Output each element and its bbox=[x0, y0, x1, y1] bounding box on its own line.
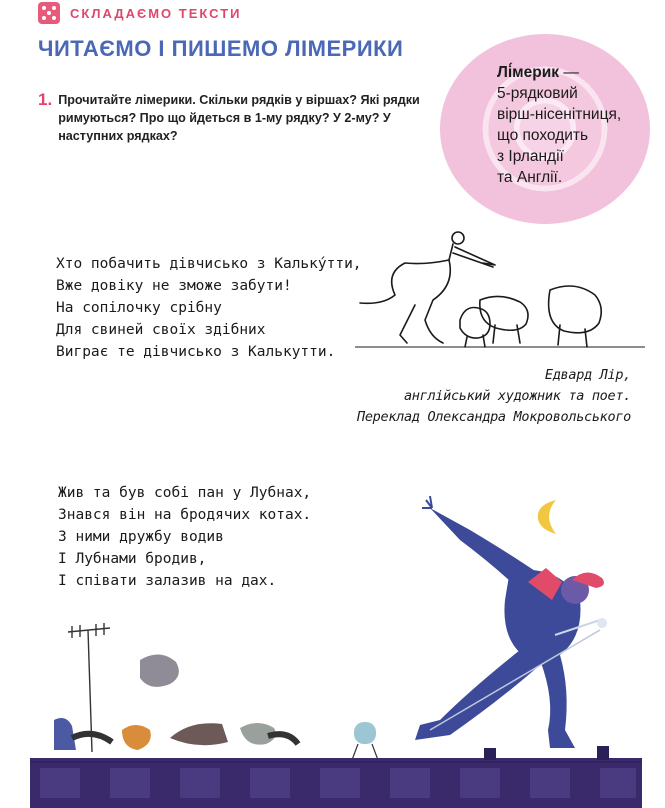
task-number: 1. bbox=[38, 90, 53, 109]
girl-with-pigs-illustration bbox=[355, 225, 645, 355]
task-text: Прочитайте лімерики. Скільки рядків у віршах? Які рядки римуються? Про що йдеться в 1-му рядку? У 2-му? У наступних рядках? bbox=[58, 93, 420, 143]
poem-line: І співати залазив на дах. bbox=[58, 573, 277, 589]
poem-line: З ними дружбу водив bbox=[58, 529, 224, 545]
section-header bbox=[38, 2, 242, 24]
poem-line: Знався він на бродячих котах. bbox=[58, 507, 312, 523]
poem-line: Жив та був собі пан у Лубнах, bbox=[58, 485, 312, 501]
poem-line: Хто побачить дівчисько з Калькýтти, bbox=[56, 256, 362, 272]
poem-line: І Лубнами бродив, bbox=[58, 551, 207, 567]
moon-icon bbox=[538, 500, 556, 534]
rooftop-cats-illustration bbox=[0, 490, 665, 808]
credits bbox=[357, 365, 631, 428]
definition-line: та Англії. bbox=[497, 169, 563, 186]
poem-line: Виграє те дівчисько з Калькутти. bbox=[56, 344, 336, 360]
dice-icon bbox=[38, 2, 60, 24]
definition-box bbox=[497, 62, 657, 188]
credit-translation: Переклад Олександра Мокровольського bbox=[357, 409, 631, 425]
definition-line: з Ірландії bbox=[497, 148, 564, 165]
section-label: СКЛАДАЄМО ТЕКСТИ bbox=[70, 5, 242, 21]
poem-line: Вже довіку не зможе забути! bbox=[56, 278, 292, 294]
page-title: ЧИТАЄМО І ПИШЕМО ЛІМЕРИКИ bbox=[38, 36, 404, 61]
definition-dash: — bbox=[559, 64, 579, 81]
limerick-1 bbox=[56, 253, 362, 363]
definition-term: Лі́мерик bbox=[497, 64, 560, 81]
roof bbox=[30, 746, 642, 808]
poem-line: Для свиней своїх здібних bbox=[56, 322, 266, 338]
credit-role: англійський художник та поет. bbox=[403, 388, 631, 404]
definition-line: вірш-нісенітниця, bbox=[497, 106, 622, 123]
singing-man bbox=[415, 496, 607, 748]
definition-line: що походить bbox=[497, 127, 589, 144]
definition-line: 5-рядковий bbox=[497, 85, 578, 102]
credit-author: Едвард Лір, bbox=[544, 367, 631, 383]
task-instruction bbox=[38, 91, 428, 145]
poem-line: На сопілочку срібну bbox=[56, 300, 222, 316]
